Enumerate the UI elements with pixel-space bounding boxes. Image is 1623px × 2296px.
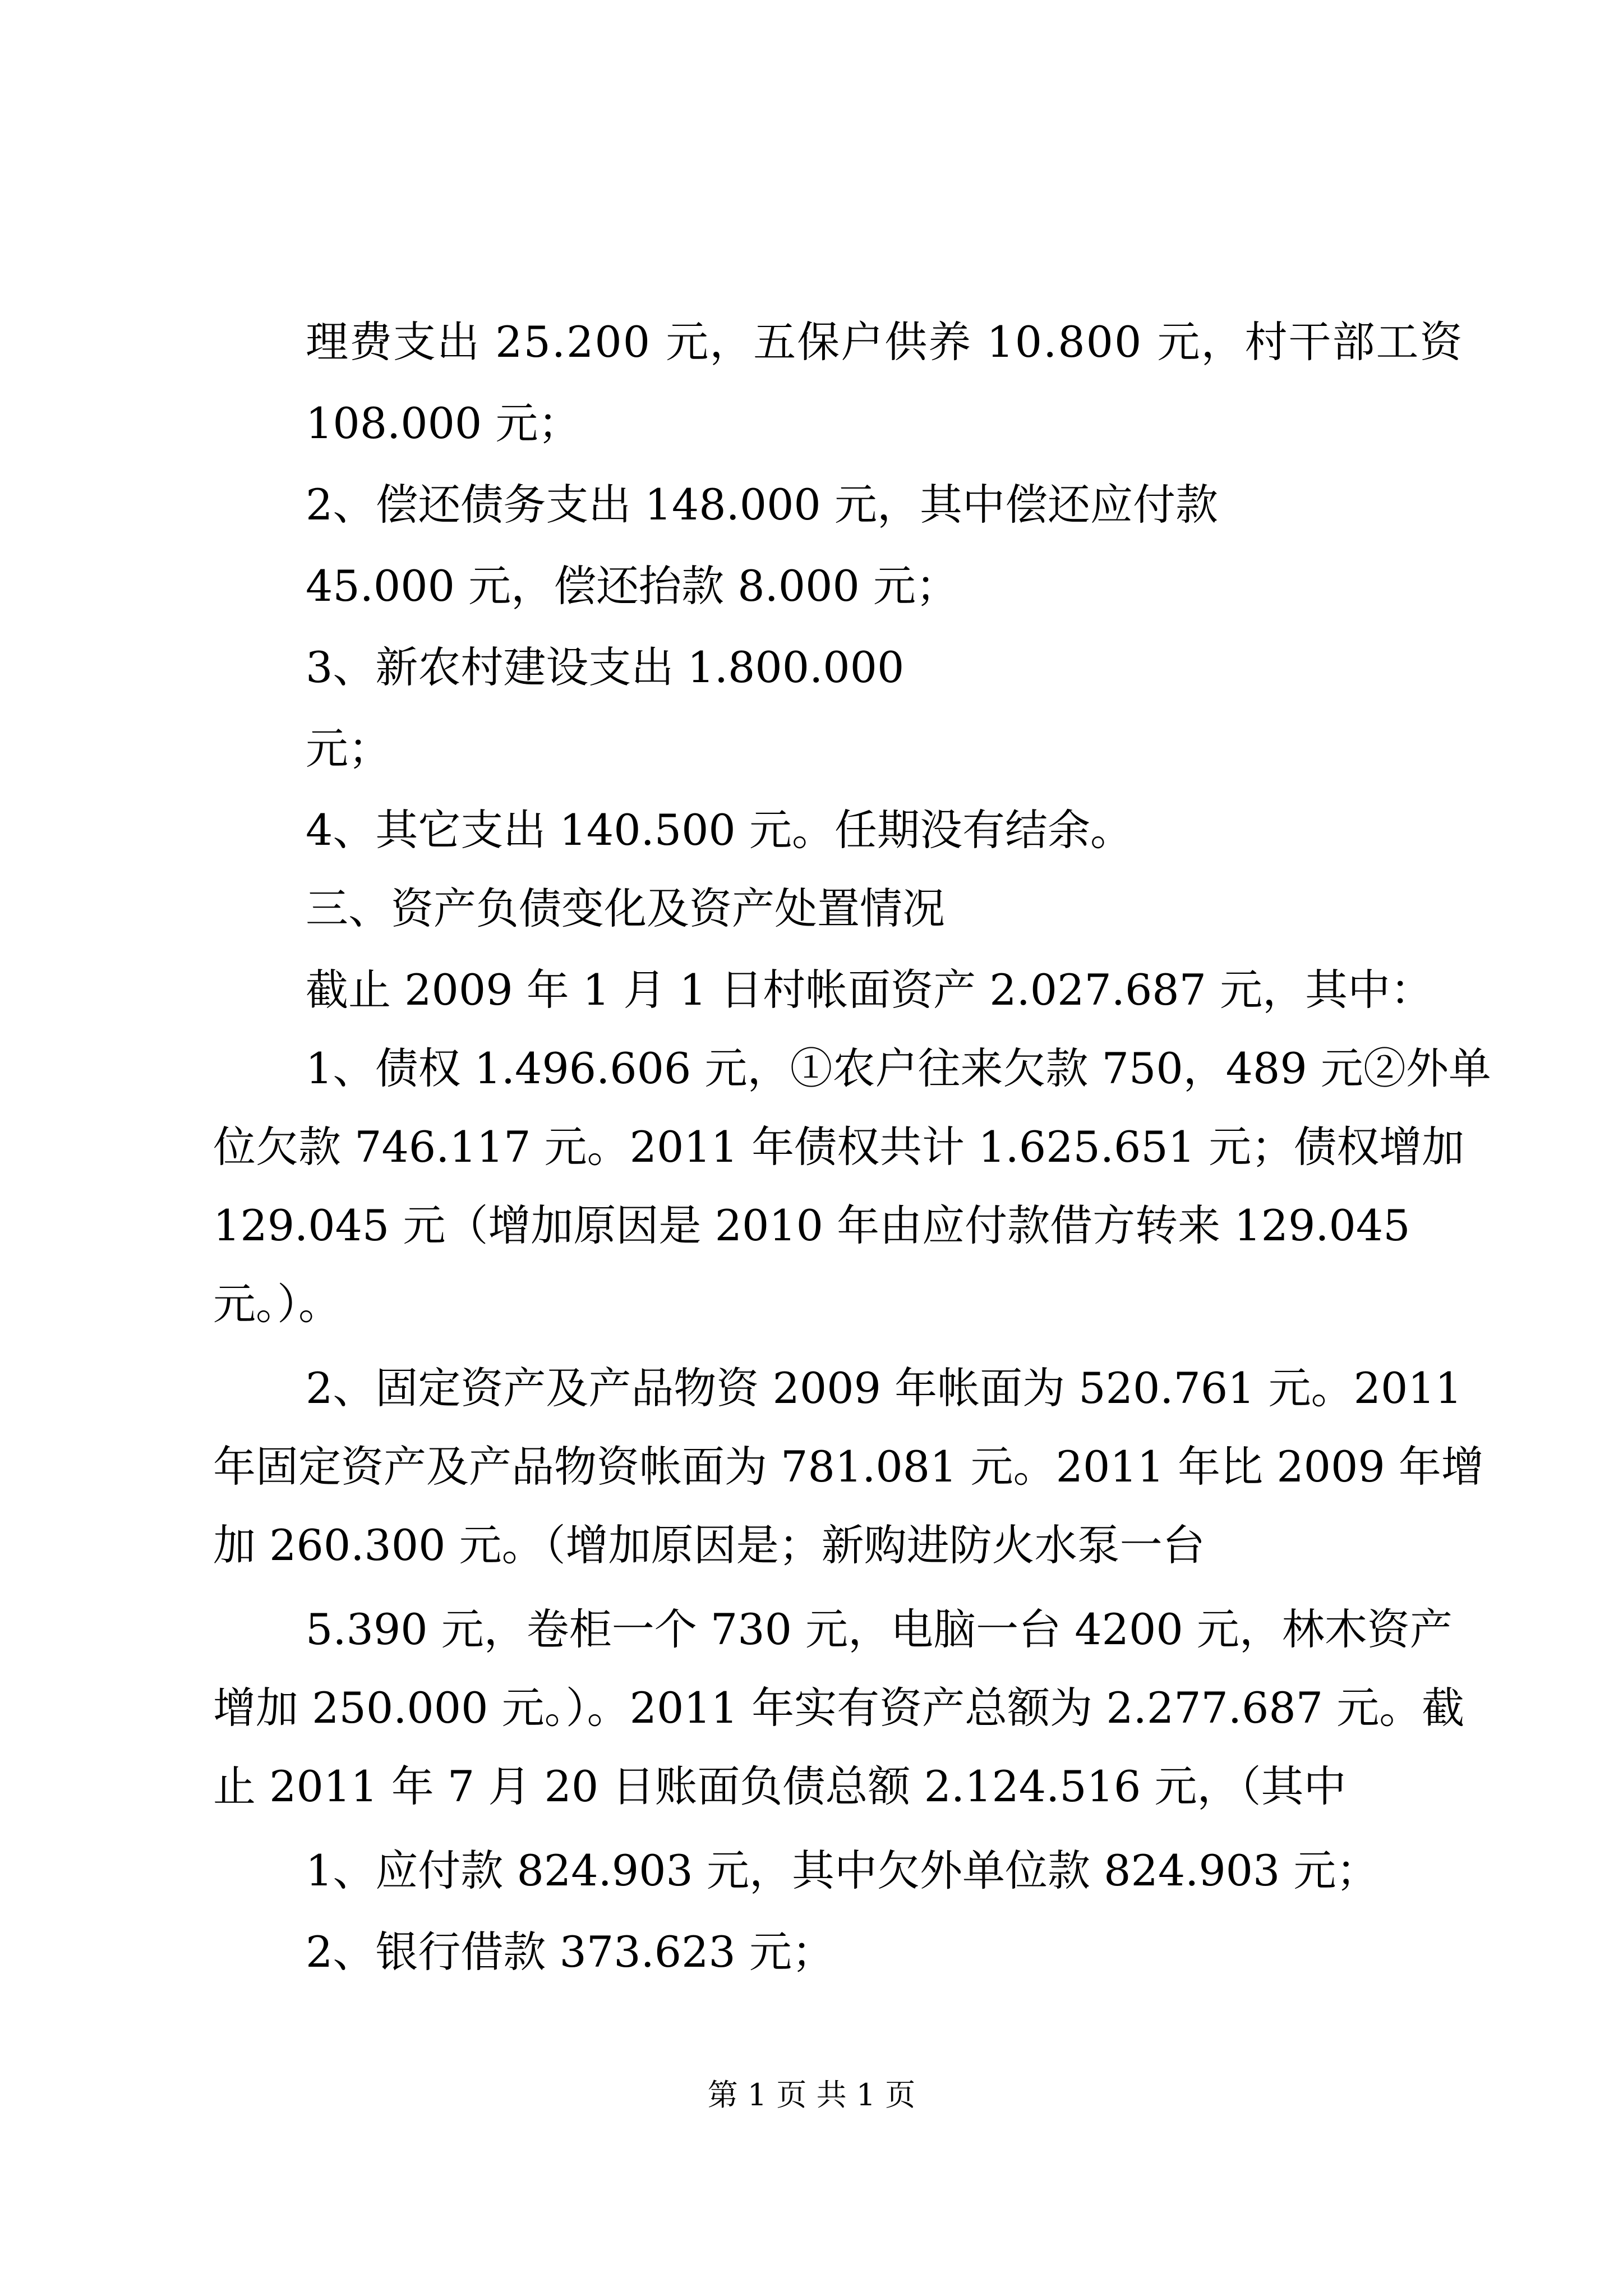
text-line: 2、银行借款 373.623 元； <box>306 1927 834 1977</box>
text-line: 1、应付款 824.903 元，其中欠外单位款 824.903 元； <box>306 1846 1379 1895</box>
text-line: 止 2011 年 7 月 20 日账面负债总额 2.124.516 元，（其中 <box>213 1761 1347 1811</box>
text-line: 增加 250.000 元。）。2011 年实有资产总额为 2.277.687 元。截 <box>213 1683 1465 1733</box>
text-line: 108.000 元； <box>306 398 581 448</box>
page-footer: 第 1 页 共 1 页 <box>707 2077 916 2113</box>
text-line: 理费支出 25.200 元，五保户供养 10.800 元，村干部工资 <box>306 317 1464 367</box>
text-line: 45.000 元，偿还抬款 8.000 元； <box>306 561 958 611</box>
text-line: 4、其它支出 140.500 元。任期没有结余。 <box>306 805 1133 855</box>
text-line: 129.045 元（增加原因是 2010 年由应付款借方转来 129.045 <box>213 1200 1410 1250</box>
text-line: 元； <box>306 724 391 774</box>
text-line: 5.390 元，卷柜一个 730 元，电脑一台 4200 元，林木资产 <box>306 1604 1453 1654</box>
text-line: 位欠款 746.117 元。2011 年债权共计 1.625.651 元；债权增加 <box>213 1122 1465 1172</box>
text-line: 2、偿还债务支出 148.000 元，其中偿还应付款 <box>306 480 1218 530</box>
text-line: 年固定资产及产品物资帐面为 781.081 元。2011 年比 2009 年增 <box>213 1442 1484 1492</box>
text-line: 3、新农村建设支出 1.800.000 <box>306 642 905 692</box>
section-heading: 三、资产负债变化及资产处置情况 <box>306 884 945 933</box>
text-line: 2、固定资产及产品物资 2009 年帐面为 520.761 元。2011 <box>306 1363 1463 1413</box>
text-line: 1、债权 1.496.606 元，①农户往来欠款 750，489 元②外单 <box>306 1043 1491 1093</box>
text-line: 截止 2009 年 1 月 1 日村帐面资产 2.027.687 元，其中： <box>306 965 1433 1015</box>
text-line: 加 260.300 元。（增加原因是；新购进防火水泵一台 <box>213 1520 1205 1570</box>
text-line: 元。）。 <box>213 1279 341 1329</box>
